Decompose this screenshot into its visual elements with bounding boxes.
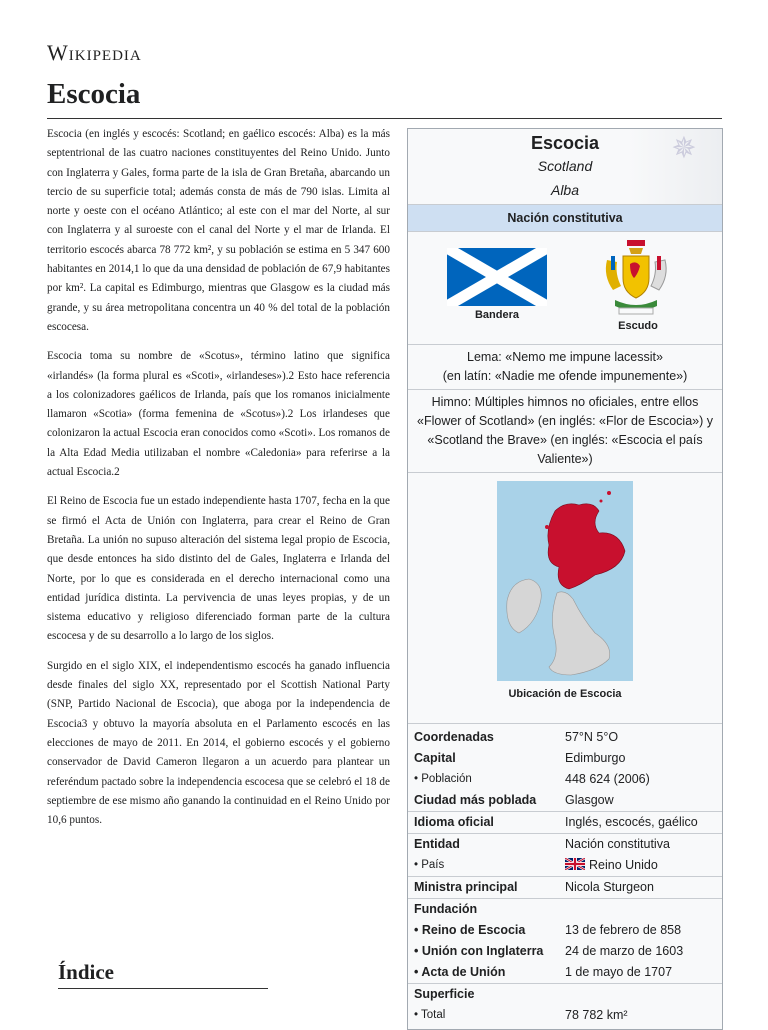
wikipedia-logo[interactable]: Wikipedia — [47, 40, 142, 65]
location-map[interactable] — [408, 473, 722, 724]
infobox-row-value[interactable] — [565, 984, 716, 1005]
infobox-header — [408, 129, 722, 204]
infobox-row-value[interactable]: Edimburgo — [565, 751, 626, 765]
infobox-name-english: Scotland — [537, 158, 593, 174]
compass-rose-icon: ✵ — [671, 132, 697, 165]
infobox-row — [408, 1005, 722, 1026]
uk-flag-icon — [565, 858, 585, 870]
infobox-row-value[interactable]: 448 624 (2006) — [565, 772, 650, 786]
infobox-anthem[interactable]: Himno: Múltiples himnos no oficiales, entre ellos «Flower of Scotland» (en inglés: «Flor de Escocia») y «Scotland the Brave» (en inglés: «Escocia el país Valiente») — [408, 390, 722, 473]
paragraph-independence: Surgido en el siglo XIX, el independentismo escocés ha ganado influencia desde finales del siglo XX, representado por el Scottish National Party (SNP, Partido Nacional de Escocia), que aboga por la independencia de Escocia3 y obtuvo la mayoría absoluta en el Parlamento escocés en las elecciones de mayo de 2011. En 2014, el gobierno escocés y el gobierno conservador de David Cameron llegaron a un acuerdo para plantear un referéndum pactado sobre la independencia escocesa que se celebró el 18 de septiembre de ese mismo año ganando la continuidad en el Reino Unido por 10,6 puntos. — [47, 659, 390, 827]
infobox-row-value[interactable]: Glasgow — [565, 793, 614, 807]
infobox-symbols — [408, 232, 722, 345]
infobox-row — [408, 983, 722, 1005]
scotland-flag-icon[interactable] — [447, 248, 547, 306]
toc-heading: Índice — [58, 960, 115, 984]
infobox-title: Escocia — [530, 133, 600, 153]
infobox-name-gaelic: Alba — [550, 182, 580, 198]
infobox — [407, 128, 723, 1030]
infobox-data-rows — [408, 724, 722, 1026]
infobox-row-label[interactable]: Superficie — [414, 987, 475, 1001]
infobox-row — [408, 920, 722, 941]
infobox-row-value[interactable]: Nación constitutiva — [565, 837, 670, 851]
infobox-row — [408, 962, 722, 983]
infobox-row — [408, 941, 722, 962]
page-title: Escocia — [47, 78, 141, 110]
flag-caption: Bandera — [474, 309, 520, 321]
country-name[interactable]: Reino Unido — [589, 858, 658, 872]
infobox-row-value[interactable]: 24 de marzo de 1603 — [565, 944, 684, 958]
infobox-row-value[interactable] — [565, 899, 716, 920]
infobox-row-label[interactable]: Coordenadas — [414, 730, 494, 744]
infobox-row-label[interactable]: • Total — [414, 1009, 446, 1021]
coat-caption: Escudo — [618, 320, 658, 332]
infobox-row — [408, 769, 722, 790]
toc-divider — [58, 988, 268, 989]
infobox-row — [408, 898, 722, 920]
title-divider — [47, 118, 722, 119]
infobox-row-label[interactable]: • País — [414, 859, 445, 871]
infobox-row-value[interactable]: 78 782 km² — [565, 1008, 628, 1022]
paragraph-intro: Escocia (en inglés y escocés: Scotland; en gaélico escocés: Alba) es la más septentrional de las cuatro naciones constituyentes del Reino Unido. Junto con Inglaterra y Gales, forma parte de la isla de Gran Bretaña, abarcando un tercio de su superficie total; además consta de más de 790 islas. Limita al norte y oeste con el océano Atlántico; al este con el mar del Norte, al sur con Inglaterra y al suroeste con el canal del Norte y el mar de Irlanda. El territorio escocés abarca 78 772 km², y su población se estima en 5 347 600 habitantes en 2014,1 lo que da una densidad de población de 67,9 habitantes por km². La capital es Edimburgo, mientras que Glasgow es la ciudad más grande, y su área metropolitana concentra un 40 % del total de la población escocesa. — [47, 128, 390, 333]
infobox-row-value[interactable]: Nicola Sturgeon — [565, 880, 654, 894]
infobox-row — [408, 748, 722, 769]
infobox-row — [408, 790, 722, 811]
paragraph-etymology: Escocia toma su nombre de «Scotus», término latino que significa «irlandés» (la forma plural es «Scoti», «irlandeses»).2 Esto hace referencia a los colonizadores gaélicos de Irlanda, país que los romanos inicialmente llamaron «Scotia» (forma femenina de «Scotus»).2 Los irlandeses que colonizaron la actual Escocia eran conocidos como «Scoti». Los romanos de la Alta Edad Media utilizaban el nombre «Caledonia» para referirse a la actual Escocia.2 — [47, 350, 390, 479]
infobox-row-label[interactable]: • Acta de Unión — [414, 965, 506, 979]
article-body — [47, 125, 390, 840]
infobox-row-value[interactable]: 13 de febrero de 858 — [565, 923, 682, 937]
motto-translation[interactable]: (en latín: «Nadie me ofende impunemente») — [442, 369, 688, 383]
infobox-row-label[interactable]: Fundación — [414, 902, 478, 916]
motto-line[interactable]: Lema: «Nemo me impune lacessit» — [467, 350, 663, 364]
infobox-row-value[interactable]: 57°N 5°O — [565, 730, 619, 744]
infobox-row — [408, 855, 722, 876]
infobox-row-value[interactable]: 1 de mayo de 1707 — [565, 965, 673, 979]
infobox-row-label[interactable]: • Unión con Inglaterra — [414, 944, 544, 958]
infobox-row-label[interactable]: Ministra principal — [414, 880, 518, 894]
scotland-location-map[interactable] — [497, 481, 633, 681]
infobox-row-label[interactable]: • Población — [414, 773, 472, 785]
infobox-row — [408, 724, 722, 748]
infobox-row-label[interactable]: Idioma oficial — [414, 815, 494, 829]
infobox-row-label[interactable]: Ciudad más poblada — [414, 793, 537, 807]
infobox-row-value[interactable] — [565, 855, 716, 876]
infobox-row — [408, 833, 722, 855]
infobox-row-label[interactable]: Entidad — [414, 837, 460, 851]
paragraph-history: El Reino de Escocia fue un estado independiente hasta 1707, fecha en la que se firmó el Acta de Unión con Inglaterra, para crear el Reino de Gran Bretaña. La unión no supuso alteración del sistema legal propio de Escocia, que desde entonces ha sido distinto del de Gales, Inglaterra e Irlanda del Norte, por lo que es considerada en el derecho internacional como una entidad jurídica distinta. La pervivencia de unas leyes propias, y de un sistema educativo y religioso diferenciado forman parte de la cultura escocesa y de su desarrollo a lo largo de los siglos. — [47, 495, 390, 643]
coat-of-arms-icon[interactable] — [601, 238, 671, 318]
infobox-row-label[interactable]: • Reino de Escocia — [414, 923, 526, 937]
infobox-band[interactable]: Nación constitutiva — [408, 204, 722, 232]
map-caption: Ubicación de Escocia — [508, 688, 622, 700]
infobox-motto — [408, 345, 722, 390]
infobox-row — [408, 811, 722, 833]
infobox-row — [408, 876, 722, 898]
infobox-row-value[interactable]: Inglés, escocés, gaélico — [565, 815, 698, 829]
infobox-row-label[interactable]: Capital — [414, 751, 456, 765]
